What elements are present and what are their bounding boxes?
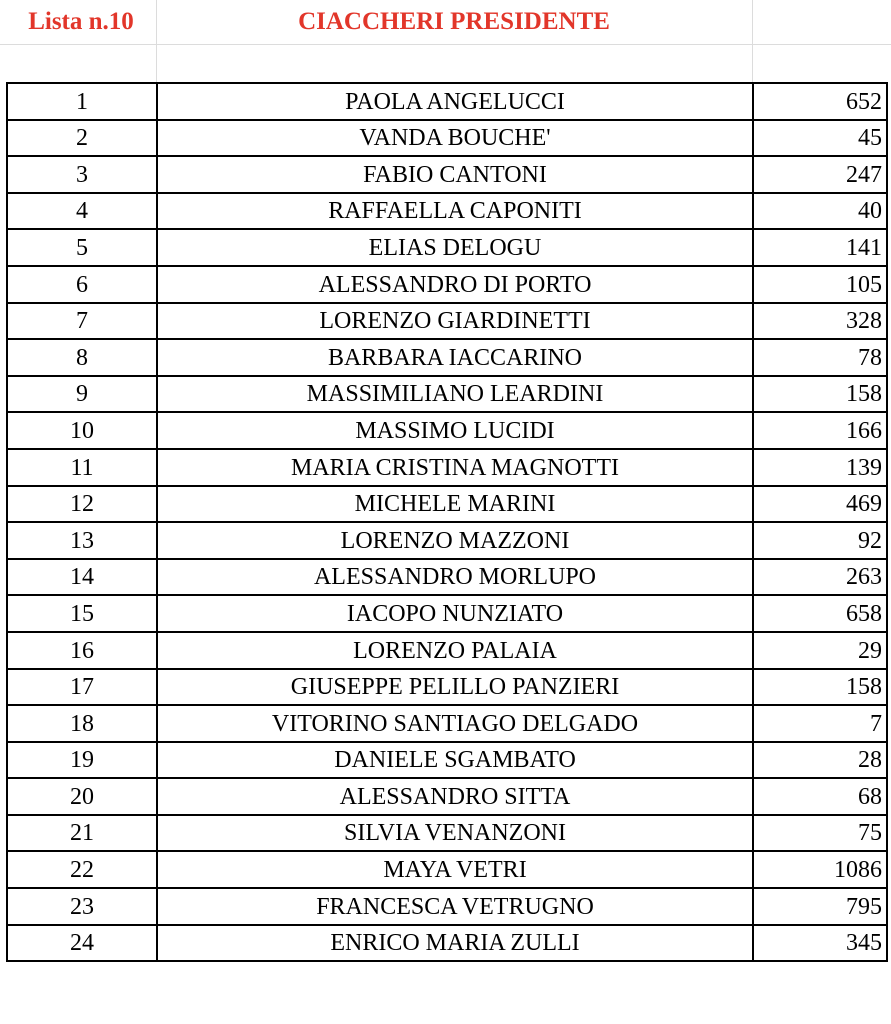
table-row [7,303,887,340]
candidate-votes-cell[interactable]: 92 [753,522,887,559]
candidate-votes-cell[interactable]: 795 [753,888,887,925]
table-row [7,705,887,742]
table-row [7,376,887,413]
candidate-number-cell[interactable]: 11 [7,449,157,486]
table-row [7,339,887,376]
table-row [7,83,887,120]
candidate-votes-cell[interactable]: 28 [753,742,887,779]
candidate-number-cell[interactable]: 24 [7,925,157,962]
candidate-name-cell[interactable]: FABIO CANTONI [157,156,753,193]
candidate-number-cell[interactable]: 12 [7,486,157,523]
candidate-name-cell[interactable]: DANIELE SGAMBATO [157,742,753,779]
candidate-name-cell[interactable]: SILVIA VENANZONI [157,815,753,852]
candidate-votes-cell[interactable]: 652 [753,83,887,120]
gridline [0,44,891,45]
list-number-label[interactable]: Lista n.10 [28,8,134,35]
candidate-votes-cell[interactable]: 29 [753,632,887,669]
candidate-votes-cell[interactable]: 158 [753,376,887,413]
candidate-name-cell[interactable]: FRANCESCA VETRUGNO [157,888,753,925]
candidate-votes-cell[interactable]: 45 [753,120,887,157]
candidate-name-cell[interactable]: MASSIMILIANO LEARDINI [157,376,753,413]
table-row [7,851,887,888]
candidate-number-cell[interactable]: 16 [7,632,157,669]
candidate-number-cell[interactable]: 3 [7,156,157,193]
candidate-votes-cell[interactable]: 263 [753,559,887,596]
candidate-name-cell[interactable]: MASSIMO LUCIDI [157,412,753,449]
candidate-name-cell[interactable]: BARBARA IACCARINO [157,339,753,376]
candidate-number-cell[interactable]: 4 [7,193,157,230]
candidate-number-cell[interactable]: 22 [7,851,157,888]
table-row [7,229,887,266]
candidate-name-cell[interactable]: VITORINO SANTIAGO DELGADO [157,705,753,742]
candidate-number-cell[interactable]: 7 [7,303,157,340]
candidate-name-cell[interactable]: LORENZO MAZZONI [157,522,753,559]
candidate-name-cell[interactable]: LORENZO PALAIA [157,632,753,669]
candidate-number-cell[interactable]: 21 [7,815,157,852]
candidate-votes-cell[interactable]: 141 [753,229,887,266]
candidate-name-cell[interactable]: MAYA VETRI [157,851,753,888]
candidate-number-cell[interactable]: 13 [7,522,157,559]
candidate-votes-cell[interactable]: 139 [753,449,887,486]
candidate-votes-cell[interactable]: 7 [753,705,887,742]
table-row [7,888,887,925]
candidates-table-body [7,83,887,961]
candidate-votes-cell[interactable]: 158 [753,669,887,706]
table-row [7,815,887,852]
table-row [7,778,887,815]
table-row [7,193,887,230]
candidate-name-cell[interactable]: LORENZO GIARDINETTI [157,303,753,340]
table-row [7,522,887,559]
candidate-votes-cell[interactable]: 1086 [753,851,887,888]
candidate-name-cell[interactable]: VANDA BOUCHE' [157,120,753,157]
candidate-name-cell[interactable]: ELIAS DELOGU [157,229,753,266]
table-row [7,266,887,303]
candidate-number-cell[interactable]: 15 [7,595,157,632]
candidate-name-cell[interactable]: PAOLA ANGELUCCI [157,83,753,120]
table-row [7,632,887,669]
table-row [7,412,887,449]
candidate-name-cell[interactable]: RAFFAELLA CAPONITI [157,193,753,230]
candidate-votes-cell[interactable]: 328 [753,303,887,340]
candidate-number-cell[interactable]: 2 [7,120,157,157]
table-row [7,486,887,523]
candidate-number-cell[interactable]: 19 [7,742,157,779]
candidate-number-cell[interactable]: 20 [7,778,157,815]
candidate-votes-cell[interactable]: 75 [753,815,887,852]
candidate-votes-cell[interactable]: 68 [753,778,887,815]
table-row [7,120,887,157]
candidate-votes-cell[interactable]: 345 [753,925,887,962]
candidate-name-cell[interactable]: MARIA CRISTINA MAGNOTTI [157,449,753,486]
candidate-name-cell[interactable]: ENRICO MARIA ZULLI [157,925,753,962]
candidate-number-cell[interactable]: 6 [7,266,157,303]
table-row [7,156,887,193]
candidate-number-cell[interactable]: 1 [7,83,157,120]
table-row [7,449,887,486]
candidate-number-cell[interactable]: 14 [7,559,157,596]
candidate-number-cell[interactable]: 10 [7,412,157,449]
president-title[interactable]: CIACCHERI PRESIDENTE [298,8,610,35]
candidate-name-cell[interactable]: MICHELE MARINI [157,486,753,523]
candidate-name-cell[interactable]: ALESSANDRO DI PORTO [157,266,753,303]
table-row [7,669,887,706]
candidate-votes-cell[interactable]: 40 [753,193,887,230]
candidate-votes-cell[interactable]: 105 [753,266,887,303]
gridline [752,0,753,82]
candidate-name-cell[interactable]: GIUSEPPE PELILLO PANZIERI [157,669,753,706]
candidate-number-cell[interactable]: 8 [7,339,157,376]
candidate-votes-cell[interactable]: 469 [753,486,887,523]
candidate-votes-cell[interactable]: 247 [753,156,887,193]
candidate-name-cell[interactable]: ALESSANDRO MORLUPO [157,559,753,596]
candidate-name-cell[interactable]: IACOPO NUNZIATO [157,595,753,632]
table-row [7,742,887,779]
table-row [7,559,887,596]
candidate-votes-cell[interactable]: 658 [753,595,887,632]
candidate-votes-cell[interactable]: 166 [753,412,887,449]
candidate-number-cell[interactable]: 9 [7,376,157,413]
candidate-votes-cell[interactable]: 78 [753,339,887,376]
candidate-number-cell[interactable]: 18 [7,705,157,742]
table-row [7,595,887,632]
candidate-name-cell[interactable]: ALESSANDRO SITTA [157,778,753,815]
candidates-table [6,82,888,962]
candidate-number-cell[interactable]: 23 [7,888,157,925]
candidate-number-cell[interactable]: 5 [7,229,157,266]
table-row [7,925,887,962]
candidate-number-cell[interactable]: 17 [7,669,157,706]
